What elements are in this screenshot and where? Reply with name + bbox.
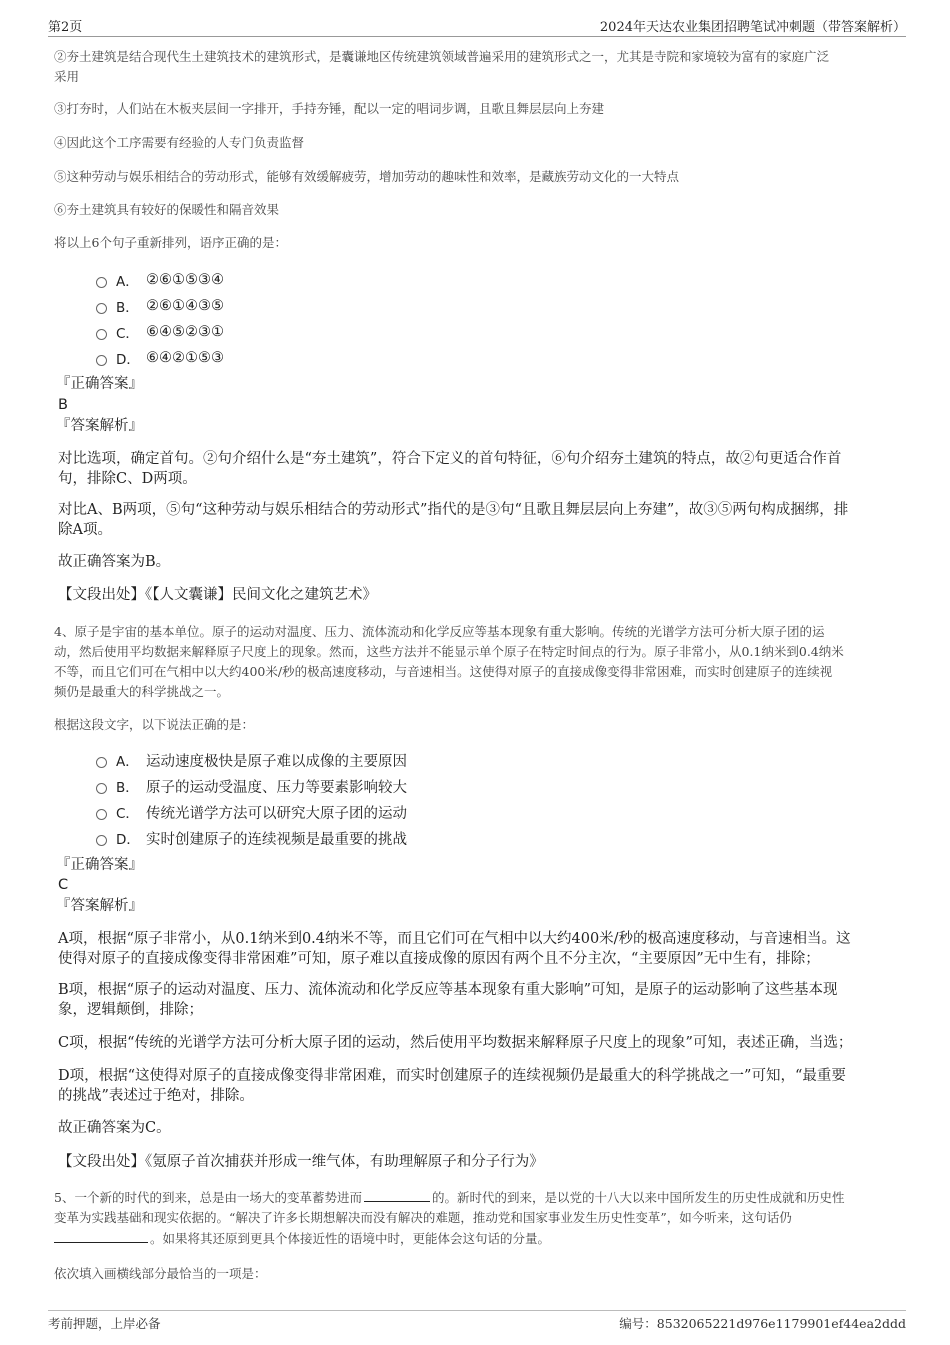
document-title: 2024年天达农业集团招聘笔试冲刺题（带答案解析） — [599, 20, 906, 35]
radio-icon[interactable] — [96, 835, 107, 846]
radio-icon[interactable] — [96, 277, 107, 288]
question-5-line-1 — [54, 1187, 899, 1208]
passage-line: 频仍是最重大的科学挑战之一。 — [54, 684, 230, 699]
radio-icon[interactable] — [96, 355, 107, 366]
option-letter: B． — [116, 300, 139, 316]
question-prompt: 根据这段文字，以下说法正确的是： — [54, 717, 255, 732]
question-5-text: 5、一个新的时代的到来，总是由一场大的变革蓄势进而 — [54, 1190, 362, 1205]
fill-blank-1[interactable] — [364, 1187, 430, 1202]
option-text: ⑥④②①⑤③ — [146, 350, 224, 366]
option-d[interactable] — [96, 828, 407, 848]
analysis-line: 使得对原子的直接成像变得非常困难”可知，原子难以直接成像的原因有两个且不分主次，“主要原因”无中生有，排除； — [58, 951, 820, 967]
passage-line: 4、原子是宇宙的基本单位。原子的运动对温度、压力、流体流动和化学反应等基本现象有重大影响。传统的光谱学方法可分析大原子团的运 — [54, 624, 825, 639]
radio-icon[interactable] — [96, 757, 107, 768]
analysis-line: 对比A、B两项，⑤句“这种劳动与娱乐相结合的劳动形式”指代的是③句“且歌且舞层层向上夯建”，故③⑤两句构成捆绑，排 — [58, 502, 849, 518]
answer-label: 『正确答案』 — [56, 376, 143, 392]
sentence-6: ⑥夯土建筑具有较好的保暖性和隔音效果 — [54, 202, 280, 217]
question-5-text: 的。新时代的到来，是以党的十八大以来中国所发生的历史性成就和历史性 — [431, 1190, 845, 1205]
analysis-conclusion: 故正确答案为B。 — [58, 554, 171, 570]
option-letter: A． — [116, 754, 139, 770]
question-5-text: 。如果将其还原到更具个体接近性的语境中时，更能体会这句话的分量。 — [150, 1231, 551, 1246]
answer-value: C — [58, 877, 69, 893]
sentence-2: ②夯土建筑是结合现代生土建筑技术的建筑形式，是囊谦地区传统建筑领域普遍采用的建筑形式之一，尤其是寺院和家境较为富有的家庭广泛 — [54, 49, 830, 64]
footer-slogan: 考前押题，上岸必备 — [48, 1316, 161, 1331]
analysis-line: C项，根据“传统的光谱学方法可分析大原子团的运动，然后使用平均数据来解释原子尺度上的现象”可知，表述正确，当选； — [58, 1035, 853, 1051]
option-b[interactable] — [96, 776, 407, 796]
option-b[interactable] — [96, 296, 224, 316]
analysis-label: 『答案解析』 — [56, 418, 143, 434]
source-citation: 【文段出处】《【人文囊谦】民间文化之建筑艺术》 — [58, 587, 377, 603]
option-d[interactable] — [96, 348, 224, 368]
analysis-conclusion: 故正确答案为C。 — [58, 1120, 171, 1136]
document-id: 编号：8532065221d976e1179901ef44ea2ddd — [619, 1316, 906, 1331]
analysis-line: A项，根据“原子非常小，从0.1纳米到0.4纳米不等，而且它们可在气相中以大约400米/秒的极高速度移动，与音速相当。这 — [58, 931, 851, 947]
analysis-line: 除A项。 — [58, 522, 112, 538]
option-c[interactable] — [96, 802, 407, 822]
sentence-2-cont: 采用 — [54, 69, 80, 84]
passage-line: 动，然后使用平均数据来解释原子尺度上的现象。然而，这些方法并不能显示单个原子在特定时间点的行为。原子非常小，从0.1纳米到0.4纳米 — [54, 644, 844, 659]
option-text: 运动速度极快是原子难以成像的主要原因 — [146, 753, 407, 770]
analysis-line: 的挑战”表述过于绝对，排除。 — [58, 1088, 254, 1104]
answer-value: B — [58, 397, 68, 413]
option-letter: D． — [116, 352, 140, 368]
fill-blank-2[interactable] — [54, 1228, 148, 1243]
analysis-line: D项，根据“这使得对原子的直接成像变得非常困难，而实时创建原子的连续视频仍是最重大的科学挑战之一”可知，“最重要 — [58, 1068, 846, 1084]
radio-icon[interactable] — [96, 809, 107, 820]
analysis-line: 句，排除C、D两项。 — [58, 471, 197, 487]
option-text: ⑥④⑤②③① — [146, 324, 224, 340]
radio-icon[interactable] — [96, 783, 107, 794]
option-letter: C． — [116, 806, 139, 822]
option-letter: C． — [116, 326, 139, 342]
analysis-line: 象，逻辑颠倒，排除； — [58, 1002, 203, 1018]
header-divider — [48, 36, 906, 37]
option-letter: B． — [116, 780, 139, 796]
answer-label: 『正确答案』 — [56, 857, 143, 873]
option-text: 传统光谱学方法可以研究大原子团的运动 — [146, 805, 407, 822]
analysis-line: 对比选项，确定首句。②句介绍什么是“夯土建筑”，符合下定义的首句特征，⑥句介绍夯土建筑的特点，故②句更适合作首 — [58, 451, 842, 467]
option-text: ②⑥①④③⑤ — [146, 298, 224, 314]
question-5-line-2: 变革为实践基础和现实依据的。“解决了许多长期想解决而没有解决的难题，推动党和国家事业发生历史性变革”，如今听来，这句话仍 — [54, 1210, 792, 1225]
radio-icon[interactable] — [96, 329, 107, 340]
radio-icon[interactable] — [96, 303, 107, 314]
footer-divider — [48, 1310, 906, 1311]
sentence-4: ④因此这个工序需要有经验的人专门负责监督 — [54, 135, 305, 150]
option-a[interactable] — [96, 750, 407, 770]
option-letter: A． — [116, 274, 139, 290]
option-a[interactable] — [96, 270, 224, 290]
sentence-5: ⑤这种劳动与娱乐相结合的劳动形式，能够有效缓解疲劳，增加劳动的趣味性和效率，是藏族劳动文化的一大特点 — [54, 169, 680, 184]
sentence-3: ③打夯时，人们站在木板夹层间一字排开，手持夯锤，配以一定的唱词步调，且歌且舞层层向上夯建 — [54, 101, 605, 116]
option-text: 原子的运动受温度、压力等要素影响较大 — [146, 779, 407, 796]
page-number: 第2页 — [48, 20, 83, 35]
option-letter: D． — [116, 832, 140, 848]
passage-line: 不等，而且它们可在气相中以大约400米/秒的极高速度移动，与音速相当。这使得对原子的直接成像变得非常困难，而实时创建原子的连续视 — [54, 664, 833, 679]
source-citation: 【文段出处】《氪原子首次捕获并形成一维气体，有助理解原子和分子行为》 — [58, 1154, 544, 1170]
option-text: ②⑥①⑤③④ — [146, 272, 224, 288]
option-c[interactable] — [96, 322, 224, 342]
question-prompt: 依次填入画横线部分最恰当的一项是： — [54, 1266, 267, 1281]
analysis-line: B项，根据“原子的运动对温度、压力、流体流动和化学反应等基本现象有重大影响”可知，是原子的运动影响了这些基本现 — [58, 982, 838, 998]
question-5-line-3 — [54, 1228, 899, 1249]
analysis-label: 『答案解析』 — [56, 898, 143, 914]
question-prompt: 将以上6个句子重新排列，语序正确的是： — [54, 235, 287, 250]
option-text: 实时创建原子的连续视频是最重要的挑战 — [146, 831, 407, 848]
